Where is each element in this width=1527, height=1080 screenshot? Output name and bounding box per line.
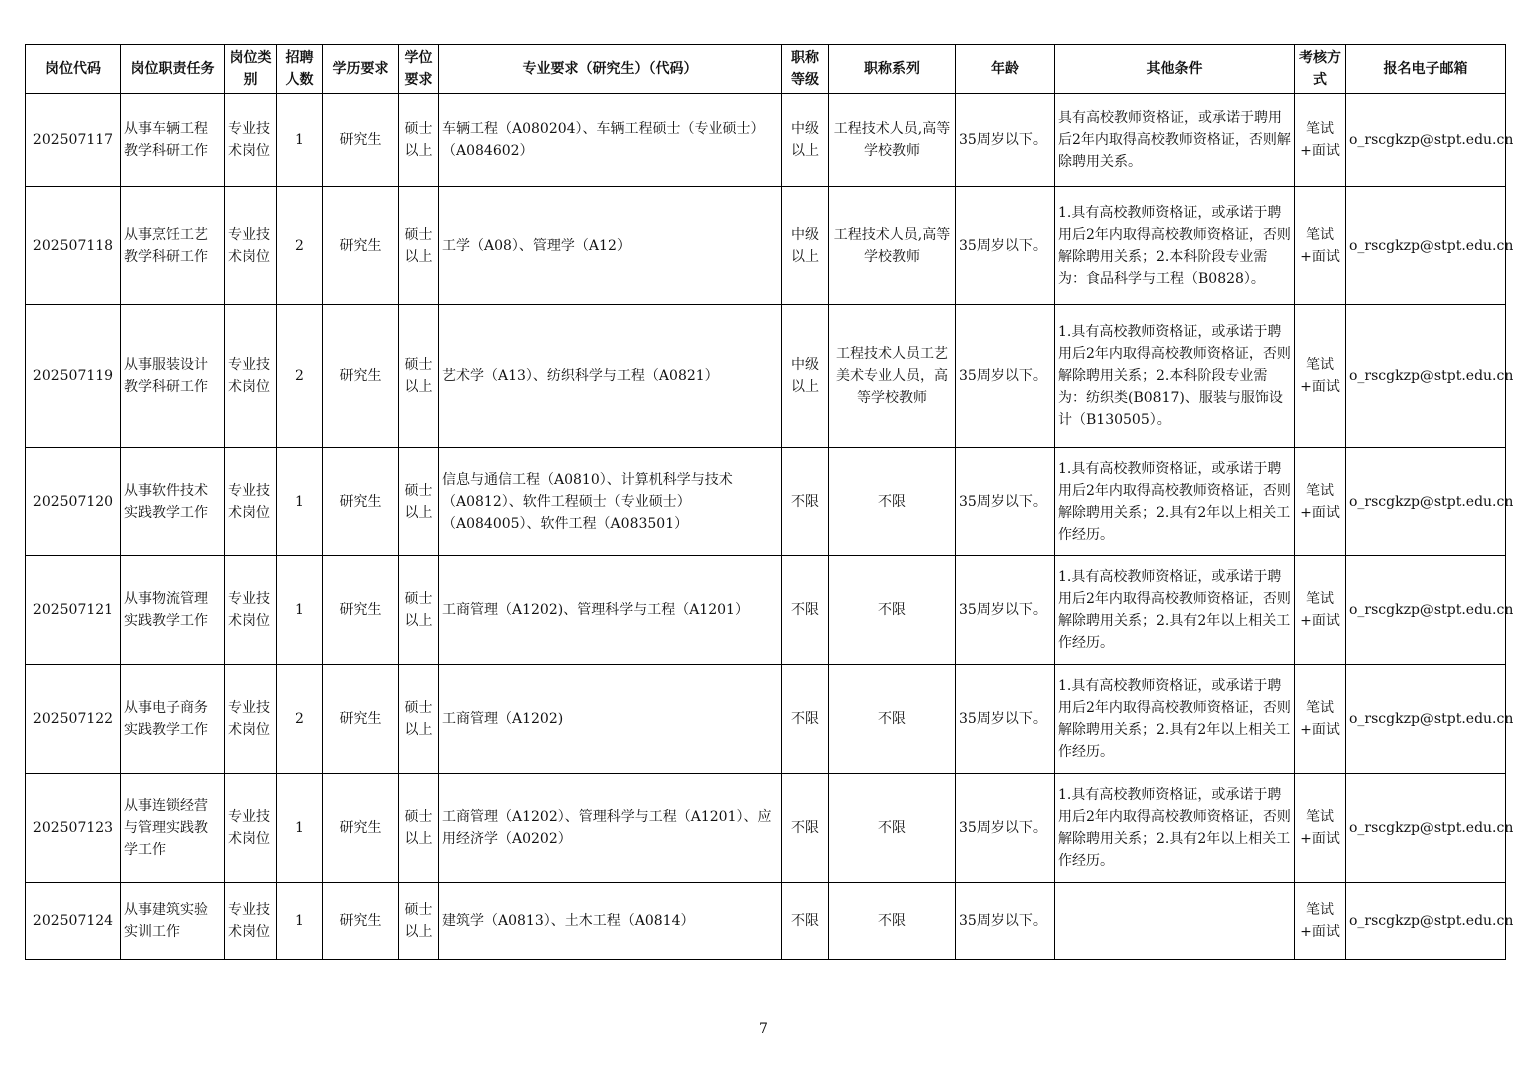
other-conditions-cell: 1.具有高校教师资格证，或承诺于聘用后2年内取得高校教师资格证，否则解除聘用关系；2.本科阶段专业需为：食品科学与工程（B0828）。: [1055, 187, 1295, 305]
exam-cell: 笔试+面试: [1295, 665, 1346, 774]
other-conditions-cell: 具有高校教师资格证，或承诺于聘用后2年内取得高校教师资格证，否则解除聘用关系。: [1055, 94, 1295, 187]
title-series-cell: 不限: [829, 774, 956, 883]
age-cell: 35周岁以下。: [956, 665, 1055, 774]
count-cell: 1: [277, 883, 323, 960]
title-series-cell: 不限: [829, 665, 956, 774]
email-cell: o_rscgkzp@stpt.edu.cn: [1346, 448, 1506, 556]
email-cell: o_rscgkzp@stpt.edu.cn: [1346, 94, 1506, 187]
exam-cell: 笔试+面试: [1295, 448, 1346, 556]
count-cell: 2: [277, 187, 323, 305]
other-conditions-cell: 1.具有高校教师资格证，或承诺于聘用后2年内取得高校教师资格证，否则解除聘用关系；2.具有2年以上相关工作经历。: [1055, 556, 1295, 665]
header-cell: 年龄: [956, 45, 1055, 94]
exam-cell: 笔试+面试: [1295, 305, 1346, 448]
email-cell: o_rscgkzp@stpt.edu.cn: [1346, 187, 1506, 305]
category-cell: 专业技术岗位: [225, 774, 277, 883]
edu-cell: 研究生: [323, 774, 399, 883]
recruitment-table: [25, 44, 1514, 960]
email-cell: o_rscgkzp@stpt.edu.cn: [1346, 883, 1506, 960]
title-level-cell: 不限: [782, 448, 829, 556]
title-level-cell: 中级以上: [782, 187, 829, 305]
degree-cell: 硕士以上: [399, 187, 439, 305]
other-conditions-cell: 1.具有高校教师资格证，或承诺于聘用后2年内取得高校教师资格证，否则解除聘用关系；2.本科阶段专业需为：纺织类(B0817)、服装与服饰设计（B130505）。: [1055, 305, 1295, 448]
duty-cell: 从事连锁经营与管理实践教学工作: [121, 774, 225, 883]
category-cell: 专业技术岗位: [225, 556, 277, 665]
title-series-cell: 工程技术人员,高等学校教师: [829, 187, 956, 305]
title-series-cell: 工程技术人员工艺美术专业人员，高等学校教师: [829, 305, 956, 448]
title-level-cell: 不限: [782, 665, 829, 774]
category-cell: 专业技术岗位: [225, 448, 277, 556]
edu-cell: 研究生: [323, 883, 399, 960]
duty-cell: 从事车辆工程教学科研工作: [121, 94, 225, 187]
major-cell: 车辆工程（A080204）、车辆工程硕士（专业硕士）（A084602）: [439, 94, 782, 187]
category-cell: 专业技术岗位: [225, 883, 277, 960]
count-cell: 2: [277, 665, 323, 774]
degree-cell: 硕士以上: [399, 665, 439, 774]
degree-cell: 硕士以上: [399, 556, 439, 665]
count-cell: 1: [277, 774, 323, 883]
category-cell: 专业技术岗位: [225, 94, 277, 187]
age-cell: 35周岁以下。: [956, 305, 1055, 448]
title-level-cell: 不限: [782, 556, 829, 665]
duty-cell: 从事烹饪工艺教学科研工作: [121, 187, 225, 305]
age-cell: 35周岁以下。: [956, 187, 1055, 305]
email-cell: o_rscgkzp@stpt.edu.cn: [1346, 774, 1506, 883]
age-cell: 35周岁以下。: [956, 883, 1055, 960]
duty-cell: 从事服装设计教学科研工作: [121, 305, 225, 448]
age-cell: 35周岁以下。: [956, 774, 1055, 883]
header-row: [26, 45, 1506, 94]
exam-cell: 笔试+面试: [1295, 774, 1346, 883]
count-cell: 2: [277, 305, 323, 448]
edu-cell: 研究生: [323, 448, 399, 556]
edu-cell: 研究生: [323, 665, 399, 774]
header-cell: 报名电子邮箱: [1346, 45, 1506, 94]
page-number: 7: [759, 1021, 768, 1037]
table-row: [26, 187, 1506, 305]
table-row: [26, 556, 1506, 665]
degree-cell: 硕士以上: [399, 883, 439, 960]
table-row: [26, 774, 1506, 883]
count-cell: 1: [277, 556, 323, 665]
exam-cell: 笔试+面试: [1295, 883, 1346, 960]
position-code: 202507117: [26, 94, 121, 187]
edu-cell: 研究生: [323, 305, 399, 448]
position-code: 202507123: [26, 774, 121, 883]
position-code: 202507118: [26, 187, 121, 305]
exam-cell: 笔试+面试: [1295, 556, 1346, 665]
table-row: [26, 665, 1506, 774]
degree-cell: 硕士以上: [399, 774, 439, 883]
table-row: [26, 883, 1506, 960]
header-cell: 专业要求（研究生）（代码）: [439, 45, 782, 94]
count-cell: 1: [277, 94, 323, 187]
table-row: [26, 305, 1506, 448]
email-cell: o_rscgkzp@stpt.edu.cn: [1346, 305, 1506, 448]
duty-cell: 从事软件技术实践教学工作: [121, 448, 225, 556]
title-series-cell: 不限: [829, 556, 956, 665]
position-code: 202507122: [26, 665, 121, 774]
other-conditions-cell: [1055, 883, 1295, 960]
other-conditions-cell: 1.具有高校教师资格证，或承诺于聘用后2年内取得高校教师资格证，否则解除聘用关系；2.具有2年以上相关工作经历。: [1055, 665, 1295, 774]
edu-cell: 研究生: [323, 556, 399, 665]
duty-cell: 从事电子商务实践教学工作: [121, 665, 225, 774]
title-level-cell: 中级以上: [782, 305, 829, 448]
degree-cell: 硕士以上: [399, 305, 439, 448]
other-conditions-cell: 1.具有高校教师资格证，或承诺于聘用后2年内取得高校教师资格证，否则解除聘用关系；2.具有2年以上相关工作经历。: [1055, 448, 1295, 556]
header-cell: 考核方式: [1295, 45, 1346, 94]
header-cell: 职称系列: [829, 45, 956, 94]
major-cell: 工商管理（A1202)、管理科学与工程（A1201）: [439, 556, 782, 665]
edu-cell: 研究生: [323, 94, 399, 187]
title-level-cell: 中级以上: [782, 94, 829, 187]
header-cell: 岗位类别: [225, 45, 277, 94]
major-cell: 信息与通信工程（A0810）、计算机科学与技术（A0812）、软件工程硕士（专业硕士）（A084005）、软件工程（A083501）: [439, 448, 782, 556]
exam-cell: 笔试+面试: [1295, 187, 1346, 305]
age-cell: 35周岁以下。: [956, 94, 1055, 187]
title-level-cell: 不限: [782, 883, 829, 960]
header-cell: 岗位代码: [26, 45, 121, 94]
edu-cell: 研究生: [323, 187, 399, 305]
header-cell: 学历要求: [323, 45, 399, 94]
major-cell: 工学（A08）、管理学（A12）: [439, 187, 782, 305]
header-cell: 招聘人数: [277, 45, 323, 94]
duty-cell: 从事物流管理实践教学工作: [121, 556, 225, 665]
degree-cell: 硕士以上: [399, 448, 439, 556]
header-cell: 职称等级: [782, 45, 829, 94]
category-cell: 专业技术岗位: [225, 305, 277, 448]
position-code: 202507124: [26, 883, 121, 960]
degree-cell: 硕士以上: [399, 94, 439, 187]
major-cell: 艺术学（A13）、纺织科学与工程（A0821）: [439, 305, 782, 448]
email-cell: o_rscgkzp@stpt.edu.cn: [1346, 665, 1506, 774]
major-cell: 建筑学（A0813）、土木工程（A0814）: [439, 883, 782, 960]
major-cell: 工商管理（A1202): [439, 665, 782, 774]
title-series-cell: 不限: [829, 883, 956, 960]
position-code: 202507120: [26, 448, 121, 556]
position-code: 202507121: [26, 556, 121, 665]
duty-cell: 从事建筑实验实训工作: [121, 883, 225, 960]
age-cell: 35周岁以下。: [956, 556, 1055, 665]
header-cell: 其他条件: [1055, 45, 1295, 94]
major-cell: 工商管理（A1202）、管理科学与工程（A1201）、应用经济学（A0202）: [439, 774, 782, 883]
header-cell: 岗位职责任务: [121, 45, 225, 94]
header-cell: 学位要求: [399, 45, 439, 94]
table-row: [26, 448, 1506, 556]
category-cell: 专业技术岗位: [225, 187, 277, 305]
exam-cell: 笔试+面试: [1295, 94, 1346, 187]
position-code: 202507119: [26, 305, 121, 448]
table-row: [26, 94, 1506, 187]
title-series-cell: 不限: [829, 448, 956, 556]
count-cell: 1: [277, 448, 323, 556]
age-cell: 35周岁以下。: [956, 448, 1055, 556]
title-series-cell: 工程技术人员,高等学校教师: [829, 94, 956, 187]
email-cell: o_rscgkzp@stpt.edu.cn: [1346, 556, 1506, 665]
category-cell: 专业技术岗位: [225, 665, 277, 774]
other-conditions-cell: 1.具有高校教师资格证，或承诺于聘用后2年内取得高校教师资格证，否则解除聘用关系；2.具有2年以上相关工作经历。: [1055, 774, 1295, 883]
title-level-cell: 不限: [782, 774, 829, 883]
